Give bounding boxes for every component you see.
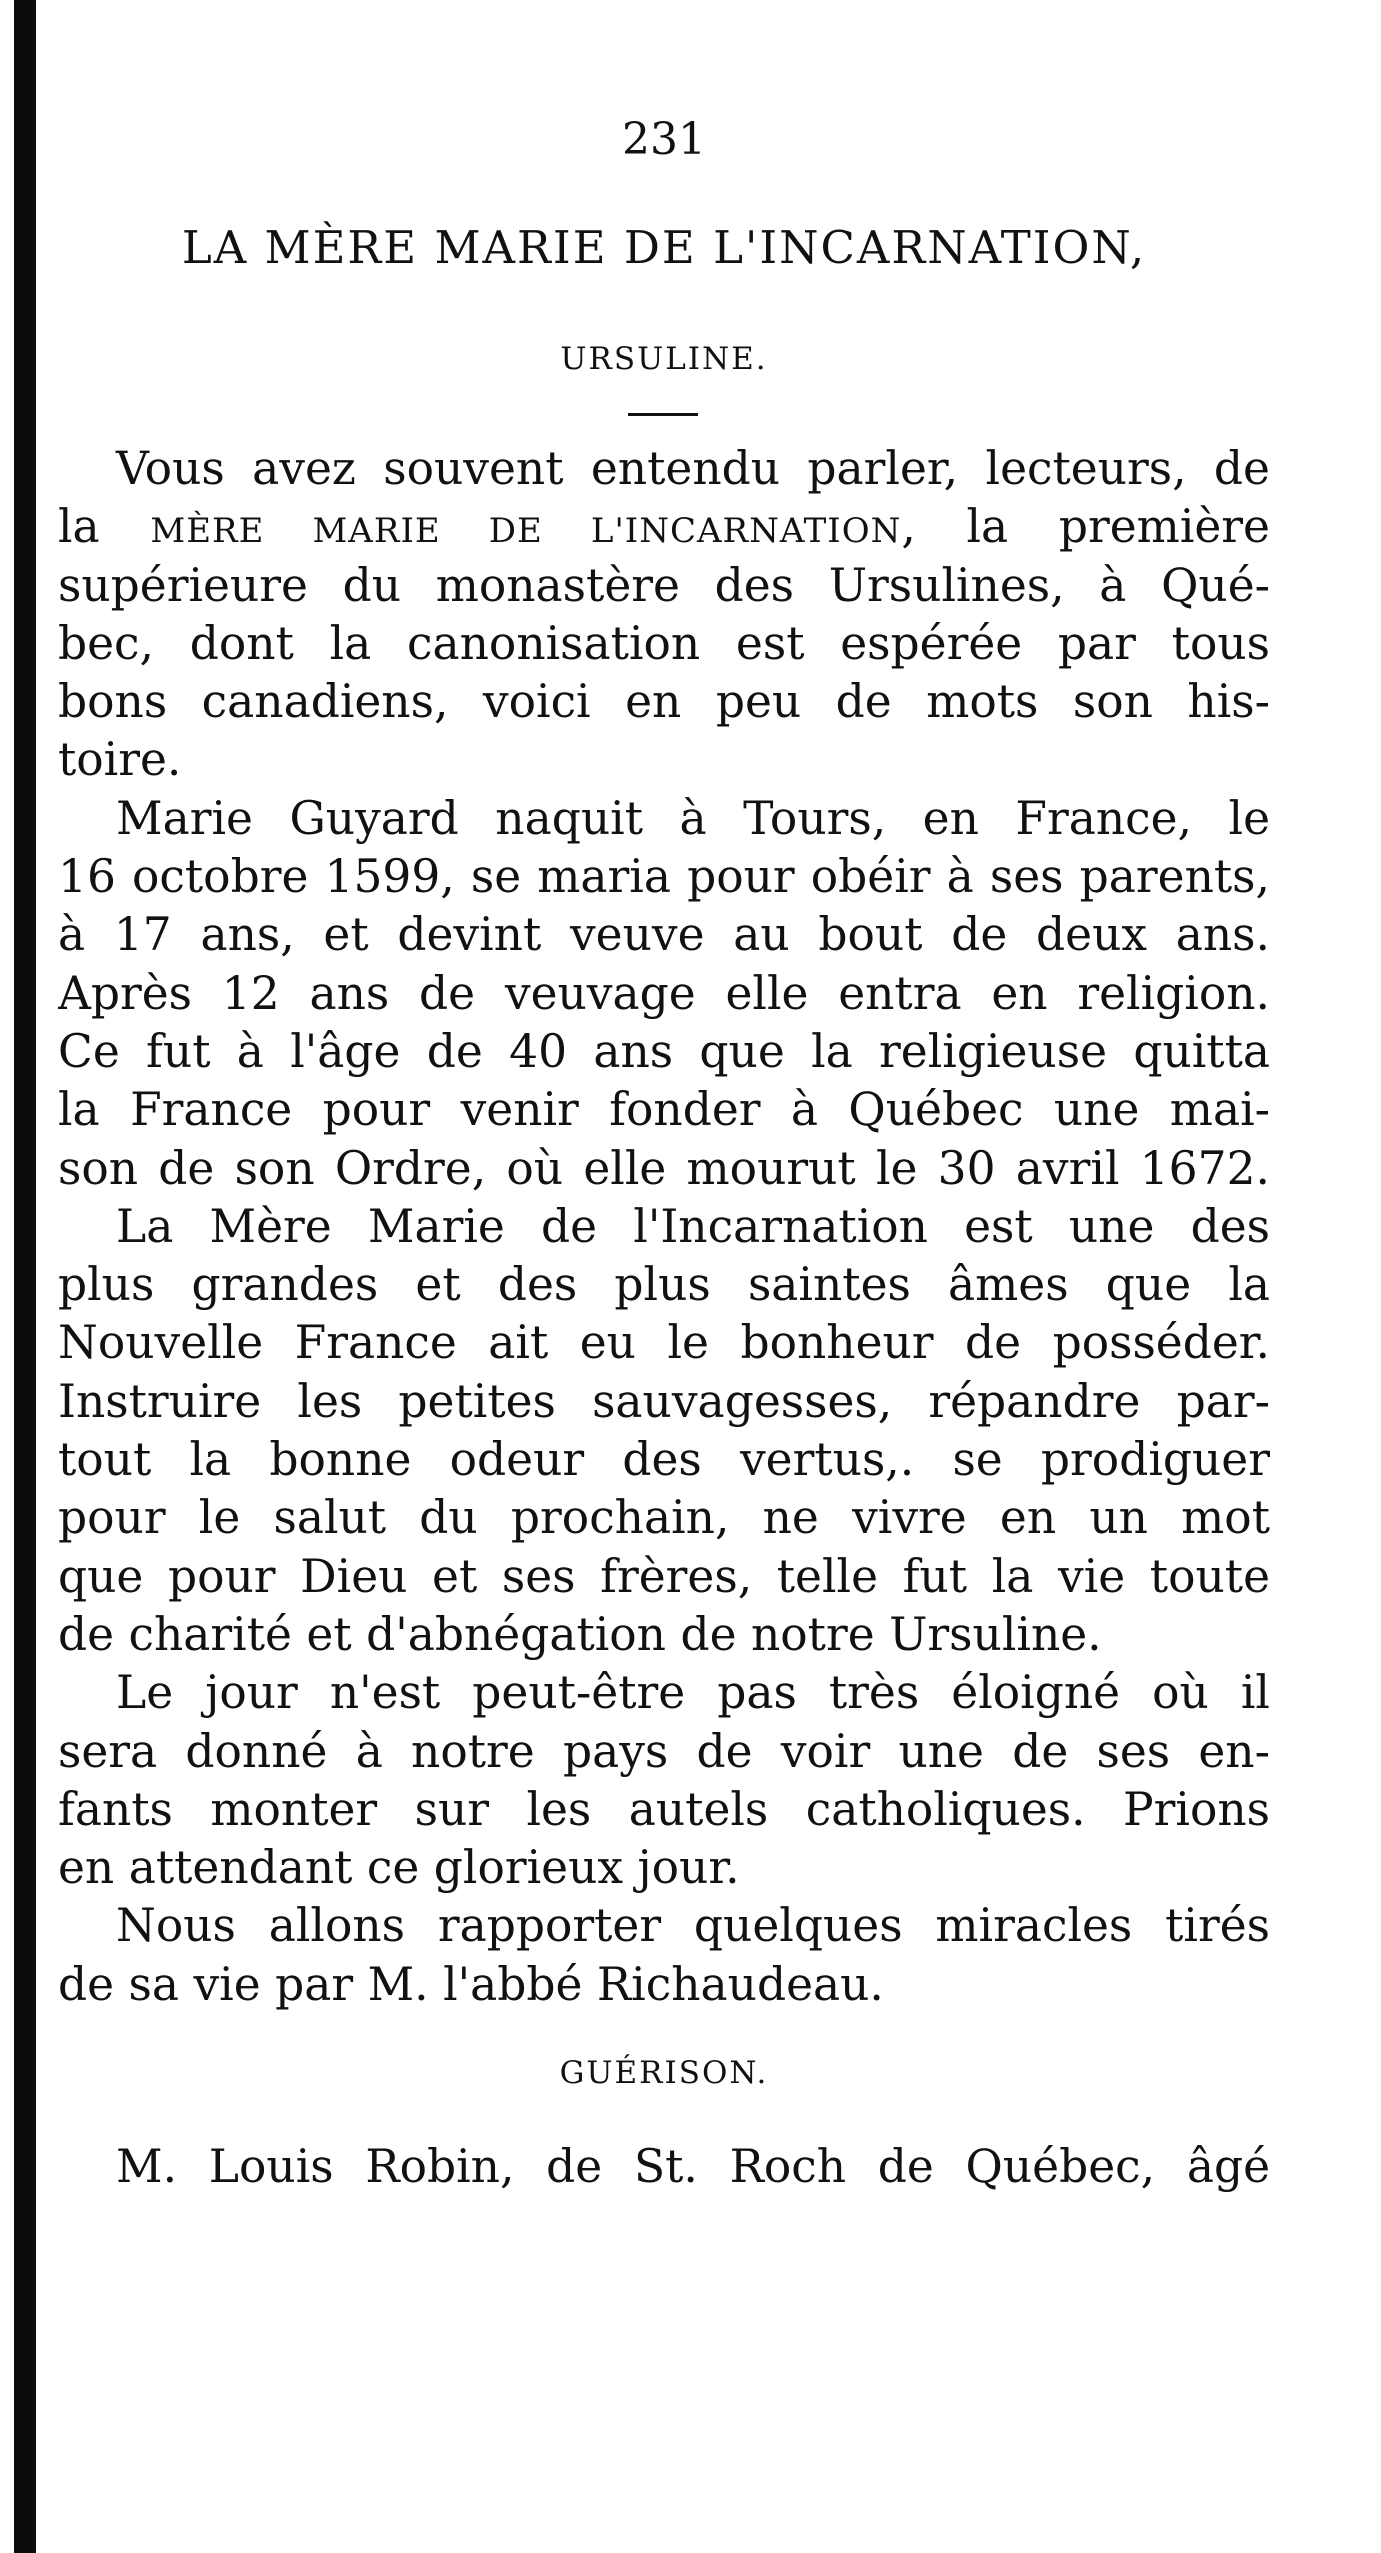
text-line: La Mère Marie de l'Incarnation est une des <box>116 1199 1270 1253</box>
text-line: toire. <box>58 733 182 787</box>
paragraph <box>58 1664 1270 1897</box>
page-number: 231 <box>622 114 706 165</box>
text-line: de sa vie par M. l'abbé Richaudeau. <box>58 1957 884 2011</box>
small-caps-name: MÈRE MARIE DE L'INCARNATION <box>150 511 902 552</box>
text-line: Après 12 ans de veuvage elle entra en religion. <box>58 966 1270 1020</box>
paragraph <box>58 790 1270 1198</box>
text-line: sera donné à notre pays de voir une de ses en- <box>58 1724 1270 1778</box>
text-line <box>58 498 1270 556</box>
chapter-subtitle: URSULINE. <box>560 341 768 377</box>
text-line: à 17 ans, et devint veuve au bout de deux ans. <box>58 908 1270 962</box>
paragraph <box>58 440 1270 790</box>
chapter-title: LA MÈRE MARIE DE L'INCARNATION, <box>181 221 1147 274</box>
text-line: plus grandes et des plus saintes âmes que la <box>58 1258 1270 1312</box>
text-line: pour le salut du prochain, ne vivre en un mot <box>58 1491 1270 1545</box>
text-line: Nous allons rapporter quelques miracles tirés <box>116 1899 1270 1953</box>
text-line: Instruire les petites sauvagesses, répandre par- <box>58 1374 1270 1428</box>
paragraph <box>58 1897 1270 2014</box>
text-line: Ce fut à l'âge de 40 ans que la religieuse quitta <box>58 1024 1270 1078</box>
text-line: tout la bonne odeur des vertus,. se prodiguer <box>58 1433 1270 1487</box>
text-line: Marie Guyard naquit à Tours, en France, le <box>116 791 1270 845</box>
text-line: fants monter sur les autels catholiques. Prions <box>58 1782 1270 1836</box>
paragraph <box>58 1198 1270 1664</box>
page-binding-edge <box>14 0 36 2553</box>
paragraph <box>58 2138 1270 2196</box>
text-line: Le jour n'est peut-être pas très éloigné où il <box>116 1666 1270 1720</box>
text-line: Nouvelle France ait eu le bonheur de posséder. <box>58 1316 1270 1370</box>
text-line: la France pour venir fonder à Québec une mai- <box>58 1083 1270 1137</box>
body-text <box>58 440 1270 2014</box>
text-line: de charité et d'abnégation de notre Ursuline. <box>58 1607 1102 1661</box>
text-line: en attendant ce glorieux jour. <box>58 1841 740 1895</box>
text-line: que pour Dieu et ses frères, telle fut la vie toute <box>58 1549 1270 1603</box>
text-line: Vous avez souvent entendu parler, lecteurs, de <box>116 442 1270 495</box>
text-segment: la <box>58 500 151 554</box>
text-segment: , la première <box>901 500 1270 554</box>
title-separator <box>628 413 698 416</box>
text-line: M. Louis Robin, de St. Roch de Québec, âgé <box>116 2140 1270 2193</box>
section-heading: GUÉRISON. <box>559 2055 769 2091</box>
text-line: 16 octobre 1599, se maria pour obéir à ses parents, <box>58 850 1270 904</box>
text-line: son de son Ordre, où elle mourut le 30 avril 1672. <box>58 1141 1270 1195</box>
text-line: bons canadiens, voici en peu de mots son his- <box>58 675 1270 729</box>
text-line: bec, dont la canonisation est espérée par tous <box>58 616 1270 670</box>
text-line: supérieure du monastère des Ursulines, à Qué- <box>58 558 1270 612</box>
